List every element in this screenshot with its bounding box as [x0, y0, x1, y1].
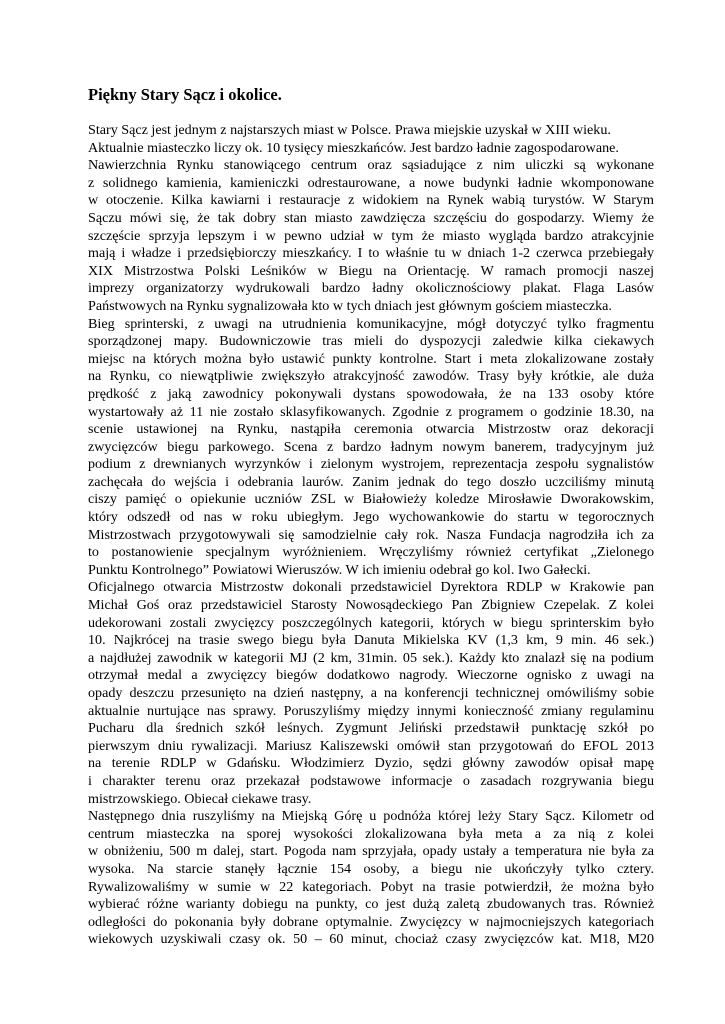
- body-text-line: wybierać różne warianty dobiegu na punkty, co jest dużą zaletą zbudowanych tras. Również: [88, 896, 654, 913]
- body-text-line: Michał Goś oraz przedstawiciel Starosty Nowosądeckiego Pan Zbigniew Czepelak. Z kolei: [88, 597, 654, 614]
- body-text-line: z solidnego kamienia, kamieniczki odrestaurowane, a nowe budynki ładnie wkomponowane: [88, 174, 654, 191]
- body-text-line: w otoczenie. Kilka kawiarni i restauracje z widokiem na Rynek wabią turystów. W Starym: [88, 192, 654, 209]
- body-text-line: szczęście sprzyja lepszym i w pewno udział w tym że miasto wygląda bardzo atrakcyjnie: [88, 227, 654, 244]
- body-text-line: Państwowych na Rynku sygnalizowała kto w tych dniach jest głównym gościem miasteczka.: [88, 297, 612, 314]
- body-text-line: udekorowani zostali zwycięzcy poszczególnych kategorii, których w biegu sprinterskim było: [88, 614, 654, 631]
- body-text-line: wysoka. Na starcie stanęły łącznie 154 osoby, a biegu nie ukończyły tylko cztery.: [88, 860, 654, 877]
- body-text-line: na Rynku, co niewątpliwie zwiększyło atrakcyjność zawodów. Trasy były krótkie, ale duża: [88, 368, 654, 385]
- body-text-line: Stary Sącz jest jednym z najstarszych miast w Polsce. Prawa miejskie uzyskał w XIII wieku.: [88, 122, 611, 138]
- body-text-line: wystartowały aż 11 nie zostało sklasyfikowanych. Zgodnie z programem o godzinie 18.30, na: [88, 403, 654, 420]
- body-text-line: a najdłużej zawodnik w kategorii MJ (2 km, 31min. 05 sek.). Każdy kto znalazł się na podium: [88, 649, 654, 666]
- body-text-line: opady deszczu przesunięto na dzień następny, a na konferencji technicznej omówiliśmy sobie: [88, 685, 654, 701]
- document-body: [88, 122, 654, 949]
- body-text-line: centrum miasteczka na sporej wysokości zlokalizowana była meta a za nią z kolei: [88, 825, 654, 842]
- body-text-line: Punktu Kontrolnego” Powiatowi Wieruszów. W ich imieniu odebrał go kol. Iwo Gałecki.: [88, 561, 591, 578]
- body-text-line: na terenie RDLP w Gdańsku. Włodzimierz Dyzio, sędzi główny zawodów opisał mapę: [88, 755, 654, 772]
- body-text-line: Oficjalnego otwarcia Mistrzostw dokonali przedstawiciel Dyrektora RDLP w Krakowie pan: [88, 579, 654, 596]
- body-text-line: scenie ustawionej na Rynku, nastąpiła ceremonia otwarcia Mistrzostw oraz dekoracji: [88, 421, 654, 438]
- body-text-line: sporządzonej mapy. Budowniczowie tras mieli do dyspozycji zaledwie kilka ciekawych: [88, 333, 654, 350]
- body-text-line: otrzymał medal a zwycięzcy biegów dodatkowo nagrody. Wieczorne ognisko z uwagi na: [88, 667, 654, 684]
- body-text-line: Rywalizowaliśmy w sumie w 22 kategoriach. Pobyt na trasie potwierdził, że można było: [88, 878, 654, 895]
- body-text-line: podium z drewnianych wyrzynków i zielonym wystrojem, reprezentacja zespołu sygnalistów: [88, 456, 654, 473]
- body-text-line: to postanowienie specjalnym wyróżnieniem. Wręczyliśmy również certyfikat „Zielonego: [88, 544, 654, 561]
- body-text-line: XIX Mistrzostwa Polski Leśników w Biegu na Orientację. W ramach promocji naszej: [88, 262, 654, 279]
- body-text-line: Następnego dnia ruszyliśmy na Miejską Górę u podnóża której leży Stary Sącz. Kilometr od: [88, 808, 654, 825]
- body-text-line: 10. Najkrócej na trasie swego biegu była Danuta Mikielska KV (1,3 km, 9 min. 46 sek.): [88, 632, 654, 649]
- body-text-line: który odszedł od nas w roku ubiegłym. Jego wychowankowie do startu w tegorocznych: [88, 509, 654, 526]
- body-text-line: Nawierzchnia Rynku stanowiącego centrum oraz sąsiadujące z nim uliczki są wykonane: [88, 157, 654, 174]
- document-title: Piękny Stary Sącz i okolice.: [88, 85, 282, 104]
- body-text-line: Sączu mówi się, że tak dobry stan miasto zawdzięcza szczęściu do gospodarzy. Wiemy że: [88, 209, 654, 226]
- body-text-line: ciszy pamięć o opiekunie uczniów ZSL w Białowieży koledze Mirosławie Dworakowskim,: [88, 491, 654, 508]
- body-text-line: i charakter terenu oraz przekazał podstawowe informacje o zasadach rozgrywania biegu: [88, 772, 654, 789]
- body-text-line: aktualnie nurtujące nas sprawy. Poruszyliśmy między innymi konieczność zmiany regulaminu: [88, 702, 654, 719]
- body-text-line: prędkość z jaką zawodnicy pokonywali dystans spowodowała, że na 133 osoby które: [88, 385, 654, 402]
- body-text-line: miejsc na których można było ustawić punkty kontrolne. Start i meta zlokalizowane zostały: [88, 350, 654, 367]
- body-text-line: mistrzowskiego. Obiecał ciekawe trasy.: [88, 790, 312, 807]
- body-text-line: Bieg sprinterski, z uwagi na utrudnienia komunikacyjne, mógł dotyczyć tylko fragmentu: [88, 315, 654, 332]
- body-text-line: zwycięzców biegu parkowego. Scena z bardzo ładnym nowym banerem, tradycyjnym już: [88, 438, 654, 455]
- body-text-line: wiekowych uzyskiwali czasy ok. 50 – 60 minut, chociaż czasy zwycięzców kat. M18, M20: [88, 931, 654, 948]
- body-text-line: Mistrzostwach przygotowywali się samodzielnie cały rok. Nasza Fundacja nagrodziła ich za: [88, 526, 654, 543]
- body-text-line: pierwszym dniu rywalizacji. Mariusz Kaliszewski omówił stan przygotowań do EFOL 2013: [88, 737, 654, 754]
- body-text-line: imprezy organizatorzy wydrukowali bardzo ładny okolicznościowy plakat. Flaga Lasów: [88, 280, 654, 297]
- body-text-line: Aktualnie miasteczko liczy ok. 10 tysięcy mieszkańców. Jest bardzo ładnie zagospodarowane.: [88, 139, 619, 156]
- body-text-line: mają i władze i przedsiębiorczy mieszkańcy. I to właśnie tu w dniach 1-2 czerwca przebiegały: [88, 245, 654, 262]
- body-text-line: w obniżeniu, 500 m dalej, start. Pogoda nam sprzyjała, opady ustały a temperatura nie była za: [88, 843, 654, 860]
- body-text-line: Pucharu dla średnich szkół leśnych. Zygmunt Jeliński przedstawił punktację szkół po: [88, 720, 654, 737]
- body-text-line: zachęcała do wejścia i odebrania laurów. Zanim jednak do tego doszło uczciliśmy minutą: [88, 473, 654, 490]
- body-text-line: odległości do pokonania były dobrane optymalnie. Zwycięzcy w najmocniejszych kategoriach: [88, 913, 654, 930]
